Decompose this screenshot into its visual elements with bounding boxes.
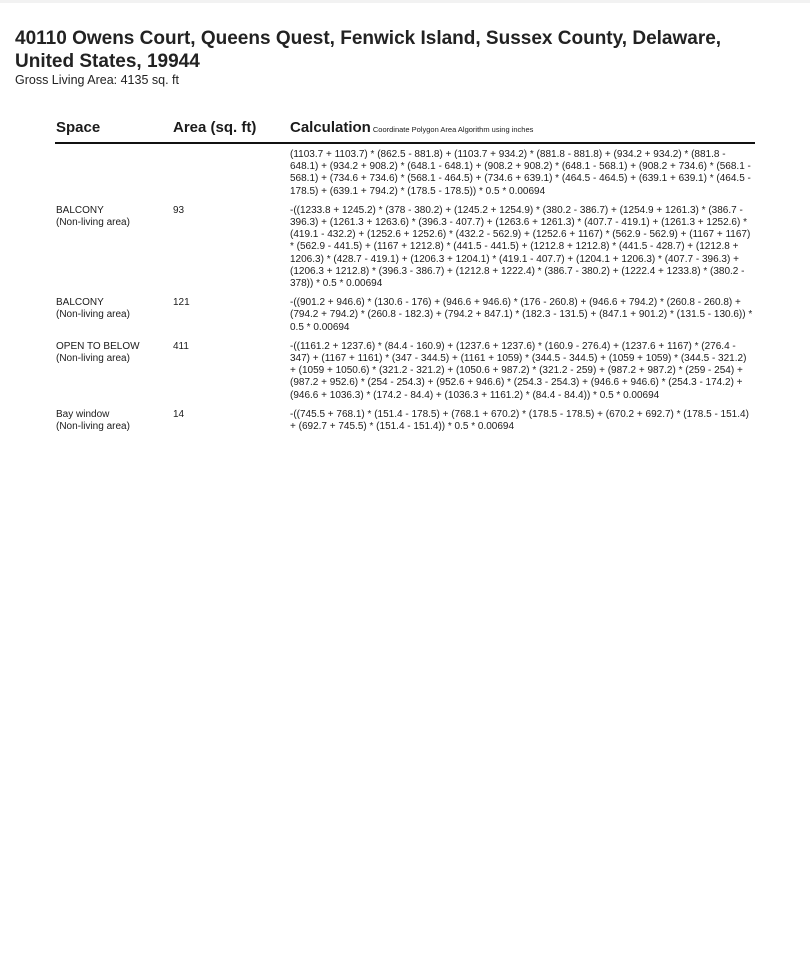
report-header xyxy=(15,27,775,88)
property-address: 40110 Owens Court, Queens Quest, Fenwick Island, Sussex County, Delaware, United States, 19944 xyxy=(15,28,722,72)
table-row xyxy=(55,409,755,433)
area-cell: 93 xyxy=(173,204,185,216)
top-border xyxy=(0,0,810,3)
column-header-calculation xyxy=(290,118,533,140)
space-cell xyxy=(56,409,166,433)
calculation-header-label: Calculation xyxy=(290,119,371,136)
space-subtitle: (Non-living area) xyxy=(56,217,130,229)
area-cell: 14 xyxy=(173,408,185,420)
space-cell xyxy=(56,205,166,229)
table-row xyxy=(55,149,755,198)
column-header-area: Area (sq. ft) xyxy=(173,119,257,136)
space-name: Bay window xyxy=(56,408,110,420)
calculation-method-note: Coordinate Polygon Area Algorithm using inches xyxy=(372,125,534,134)
calculation-cell: -((1161.2 + 1237.6) * (84.4 - 160.9) + (1237.6 + 1237.6) * (160.9 - 276.4) + (1237.6 + 1167) * (276.4 - 347) + (1167 + 1161) * (347 - 344.5) + (1161 + 1059) * (344.5 - 344.5) + (1059 + 1059) * (344.5 - 321.2) + (1059 + 1050.6) * (321.2 - 321.2) + (1050.6 + 987.2) * (321.2 - 259) + (987.2 + 987.2) * (259 - 254) + (987.2 + 952.6) * (254 - 254.3) + (952.6 + 946.6) * (254.3 - 254.3) + (946.6 + 946.6) * (254.3 - 174.2) + (946.6 + 1036.3) * (174.2 - 84.4) + (1036.3 + 1161.2) * (84.4 - 84.4)) * 0.5 * 0.00694 xyxy=(290,340,747,401)
space-name: BALCONY xyxy=(56,297,104,309)
space-subtitle: (Non-living area) xyxy=(56,309,130,321)
calculation-cell: -((745.5 + 768.1) * (151.4 - 178.5) + (768.1 + 670.2) * (178.5 - 178.5) + (670.2 + 692.7) * (178.5 - 151.4) + (692.7 + 745.5) * (151.4 - 151.4)) * 0.5 * 0.00694 xyxy=(290,408,749,433)
space-cell xyxy=(56,297,166,321)
area-calculation-table xyxy=(55,118,755,433)
space-name: BALCONY xyxy=(56,204,104,216)
table-header xyxy=(55,118,755,142)
space-subtitle: (Non-living area) xyxy=(56,421,130,433)
table-row xyxy=(55,205,755,290)
calculation-cell: -((1233.8 + 1245.2) * (378 - 380.2) + (1245.2 + 1254.9) * (380.2 - 386.7) + (1254.9 + 1261.3) * (386.7 - 396.3) + (1261.3 + 1263.6) * (396.3 - 407.7) + (1263.6 + 1261.3) * (407.7 - 419.1) + (1261.3 + 1252.6) * (419.1 - 432.2) + (1252.6 + 1252.6) * (432.2 - 562.9) + (1252.6 + 1167) * (562.9 - 562.9) + (1167 + 1167) * (562.9 - 441.5) + (1167 + 1212.8) * (441.5 - 441.5) + (1212.8 + 1212.8) * (441.5 - 428.7) + (1212.8 + 1206.3) * (428.7 - 419.1) + (1206.3 + 1204.1) * (419.1 - 407.7) + (1204.1 + 1206.3) * (407.7 - 396.3) + (1206.3 + 1212.8) * (396.3 - 386.7) + (1212.8 + 1222.4) * (386.7 - 380.2) + (1222.4 + 1233.8) * (380.2 - 378)) * 0.5 * 0.00694 xyxy=(290,204,751,290)
column-header-space: Space xyxy=(56,119,101,136)
area-cell: 121 xyxy=(173,297,190,309)
table-row xyxy=(55,341,755,402)
space-name: OPEN TO BELOW xyxy=(56,340,140,352)
area-cell: 411 xyxy=(173,340,189,352)
space-subtitle: (Non-living area) xyxy=(56,353,130,365)
header-rule xyxy=(55,142,755,144)
calculation-cell: -((901.2 + 946.6) * (130.6 - 176) + (946.6 + 946.6) * (176 - 260.8) + (946.6 + 794.2) * (260.8 - 260.8) + (794.2 + 794.2) * (260.8 - 182.3) + (794.2 + 847.1) * (182.3 - 131.5) + (847.1 + 901.2) * (131.5 - 130.6)) * 0.5 * 0.00694 xyxy=(290,297,753,333)
calculation-cell: (1103.7 + 1103.7) * (862.5 - 881.8) + (1103.7 + 934.2) * (881.8 - 881.8) + (934.2 + 934.2) * (881.8 - 648.1) + (934.2 + 908.2) * (648.1 - 648.1) + (908.2 + 908.2) * (648.1 - 568.1) + (908.2 + 734.6) * (568.1 - 568.1) + (734.6 + 734.6) * (568.1 - 464.5) + (734.6 + 639.1) * (464.5 - 464.5) + (639.1 + 639.1) * (464.5 - 178.5) + (639.1 + 794.2) * (178.5 - 178.5)) * 0.5 * 0.00694 xyxy=(290,149,751,197)
gross-living-area: Gross Living Area: 4135 sq. ft xyxy=(15,73,179,87)
space-cell xyxy=(56,341,166,365)
table-row xyxy=(55,297,755,334)
